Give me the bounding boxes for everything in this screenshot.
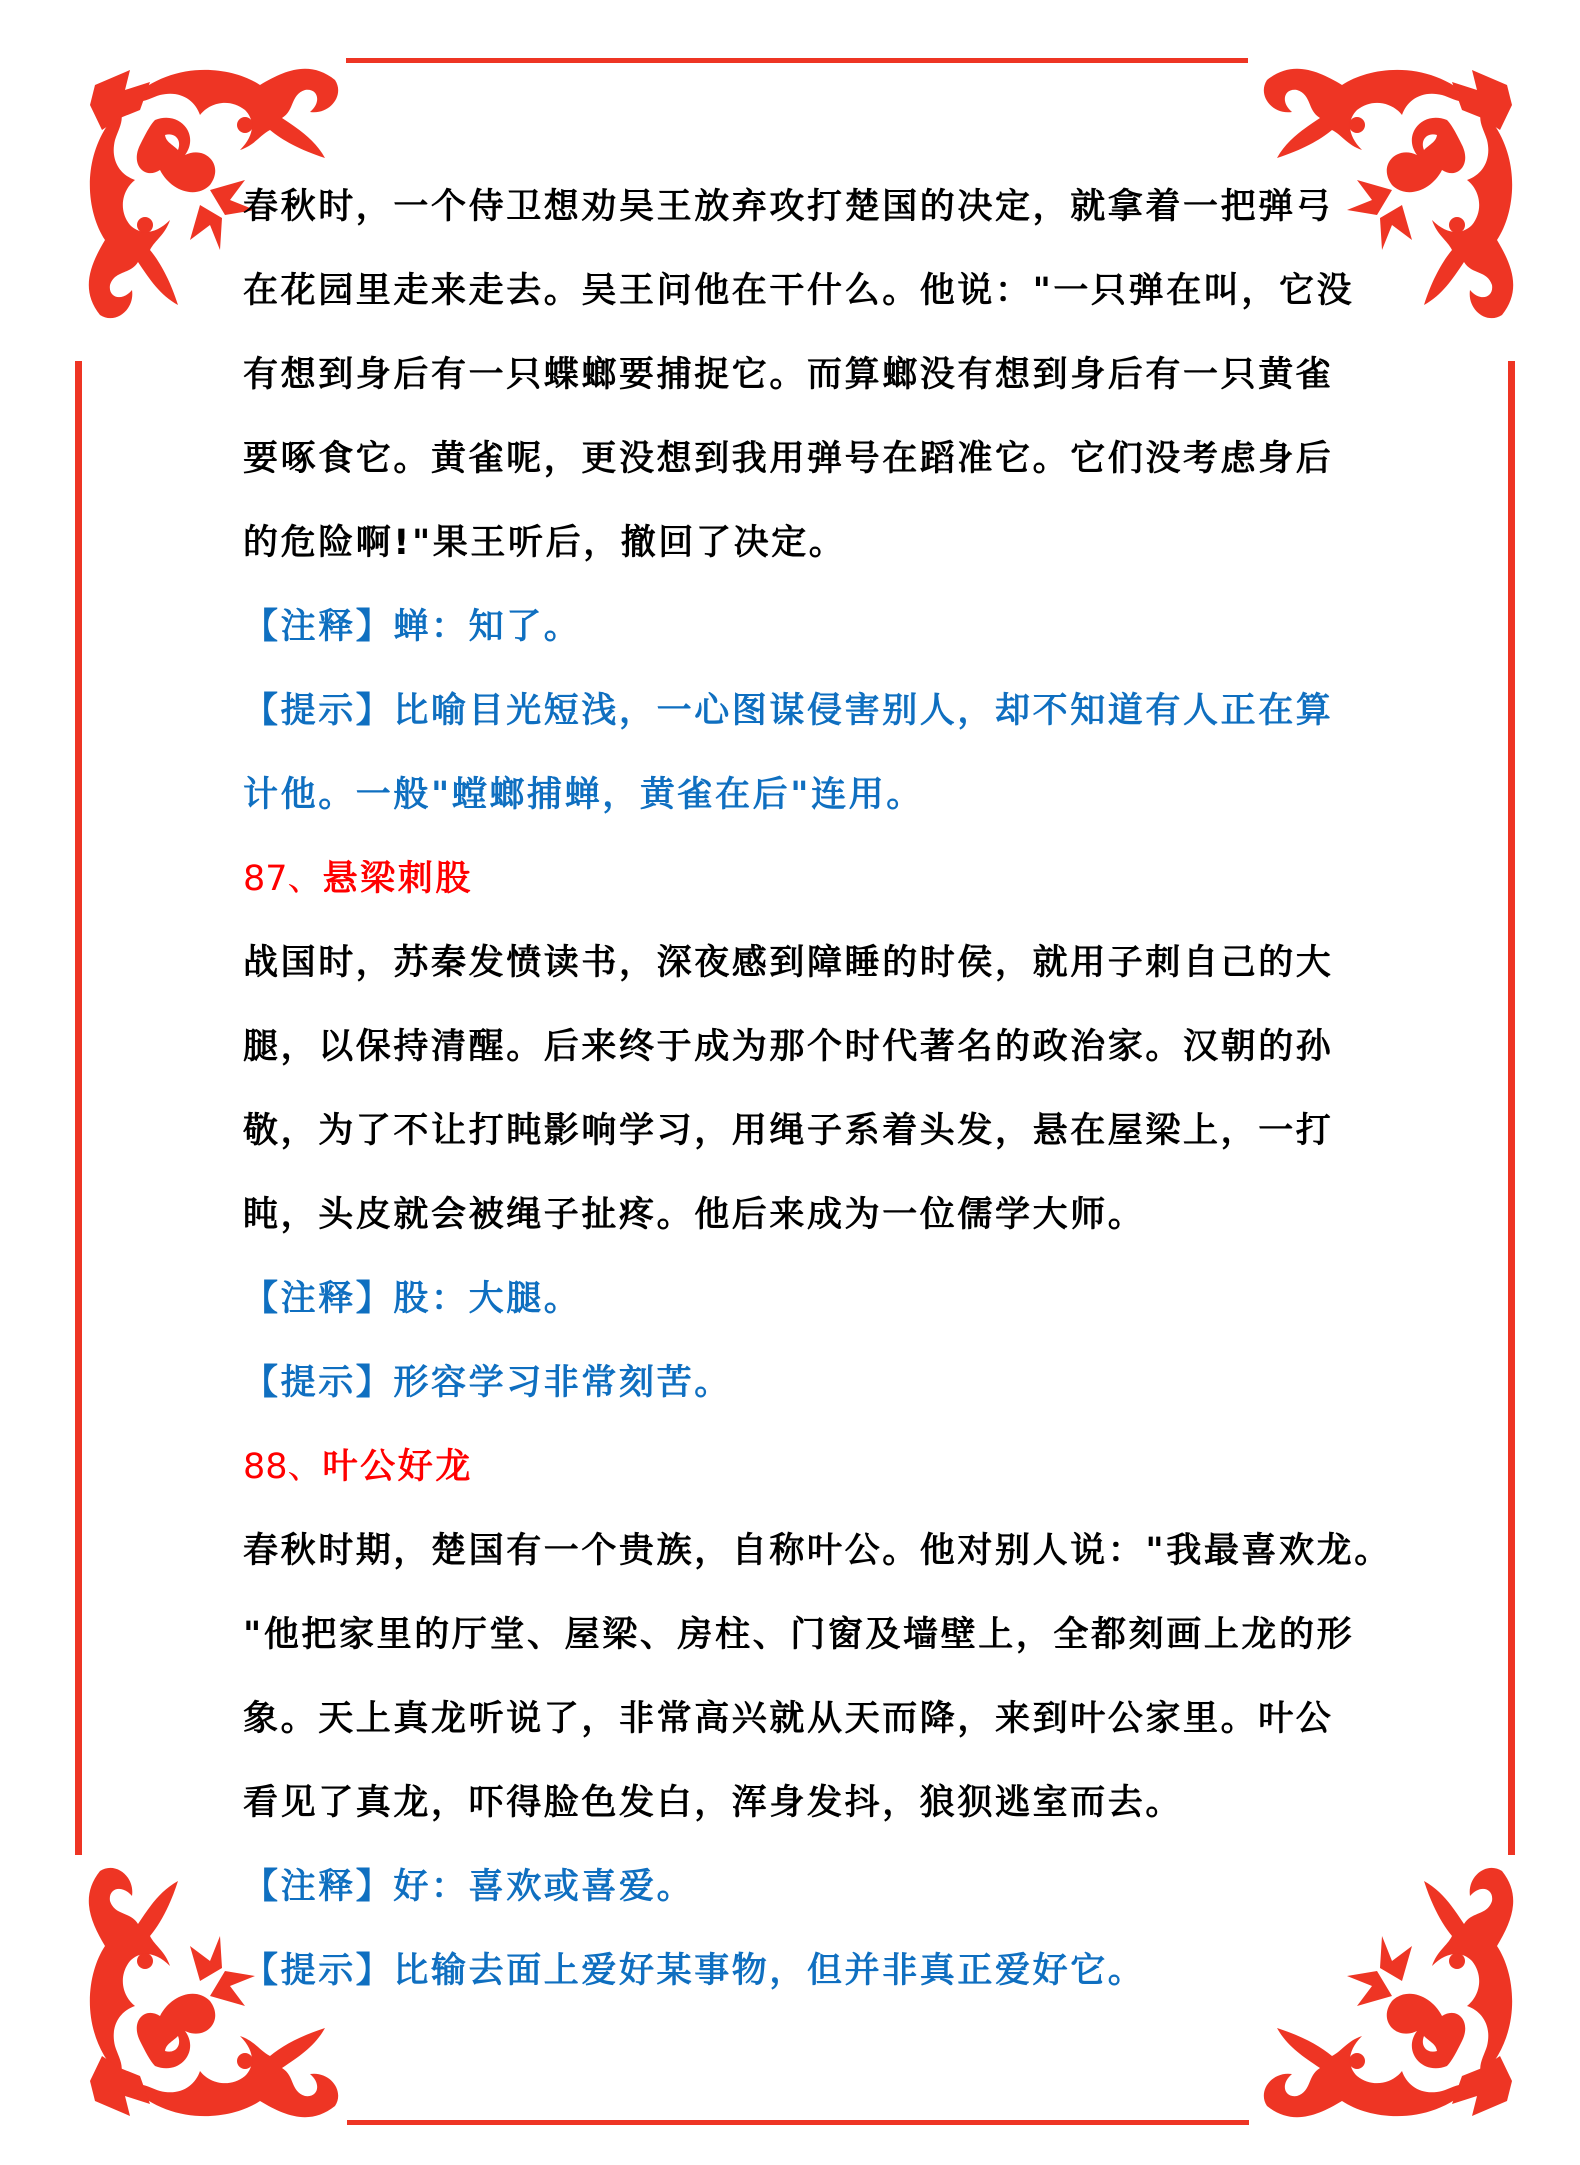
story-line: 看见了真龙，吓得脸色发白，浑身发抖，狼狈逃室而去。 [243,1783,1184,1823]
hint-line: 【提示】比喻目光短浅，一心图谋侵害别人，却不知道有人正在算 [243,691,1334,731]
idiom-heading [243,1440,1363,1524]
story-line: 盹，头皮就会被绳子扯疼。他后来成为一位儒学大师。 [243,1195,1146,1235]
story-line: 的危险啊!"果王听后，撤回了决定。 [243,523,847,563]
story-line: 在花园里走来走去。吴王问他在干什么。他说："一只弹在叫，它没 [243,271,1355,311]
section-idiom-87 [243,852,1363,1440]
border-line-bottom [347,2120,1249,2125]
story-line: 腿，以保持清醒。后来终于成为那个时代著名的政治家。汉朝的孙 [243,1027,1334,1067]
section-continued-86 [243,180,1363,852]
story-line: 象。天上真龙听说了，非常高兴就从天而降，来到叶公家里。叶公 [243,1699,1334,1739]
idiom-number: 87、 [243,859,323,899]
annotation-note: 【注释】股：大腿。 [243,1279,582,1319]
idiom-title: 叶公好龙 [322,1447,473,1487]
story-line: 战国时，苏秦发愤读书，深夜感到障睡的时侯，就用子刺自己的大 [243,943,1334,983]
story-line: 要啄食它。黄雀呢，更没想到我用弹号在蹈准它。它们没考虑身后 [243,439,1334,479]
idiom-heading [243,852,1363,936]
idiom-number: 88、 [243,1447,323,1487]
border-line-left [75,361,82,1855]
story-line: 春秋时，一个侍卫想劝吴王放弃攻打楚国的决定，就拿着一把弹弓 [243,187,1334,227]
annotation-note: 【注释】好：喜欢或喜爱。 [243,1867,695,1907]
section-idiom-88 [243,1440,1392,2028]
border-line-top [346,58,1248,63]
story-line: 有想到身后有一只蝶螂要捕捉它。而算螂没有想到身后有一只黄雀 [243,355,1334,395]
hint-line: 计他。一般"螳螂捕蝉，黄雀在后"连用。 [243,775,924,815]
hint-line: 【提示】比输去面上爱好某事物，但并非真正爱好它。 [243,1951,1146,1991]
document-body [243,180,1392,2028]
annotation-note: 【注释】蝉：知了。 [243,607,582,647]
story-line: 春秋时期，楚国有一个贵族，自称叶公。他对别人说："我最喜欢龙。 [243,1531,1392,1571]
idiom-title: 悬梁刺股 [322,859,473,899]
border-line-right [1508,361,1515,1855]
story-line: 敬，为了不让打盹影响学习，用绳子系着头发，悬在屋梁上，一打 [243,1111,1334,1151]
story-line: "他把家里的厅堂、屋梁、房柱、门窗及墙壁上，全都刻画上龙的形 [243,1615,1355,1655]
hint-line: 【提示】形容学习非常刻苦。 [243,1363,732,1403]
